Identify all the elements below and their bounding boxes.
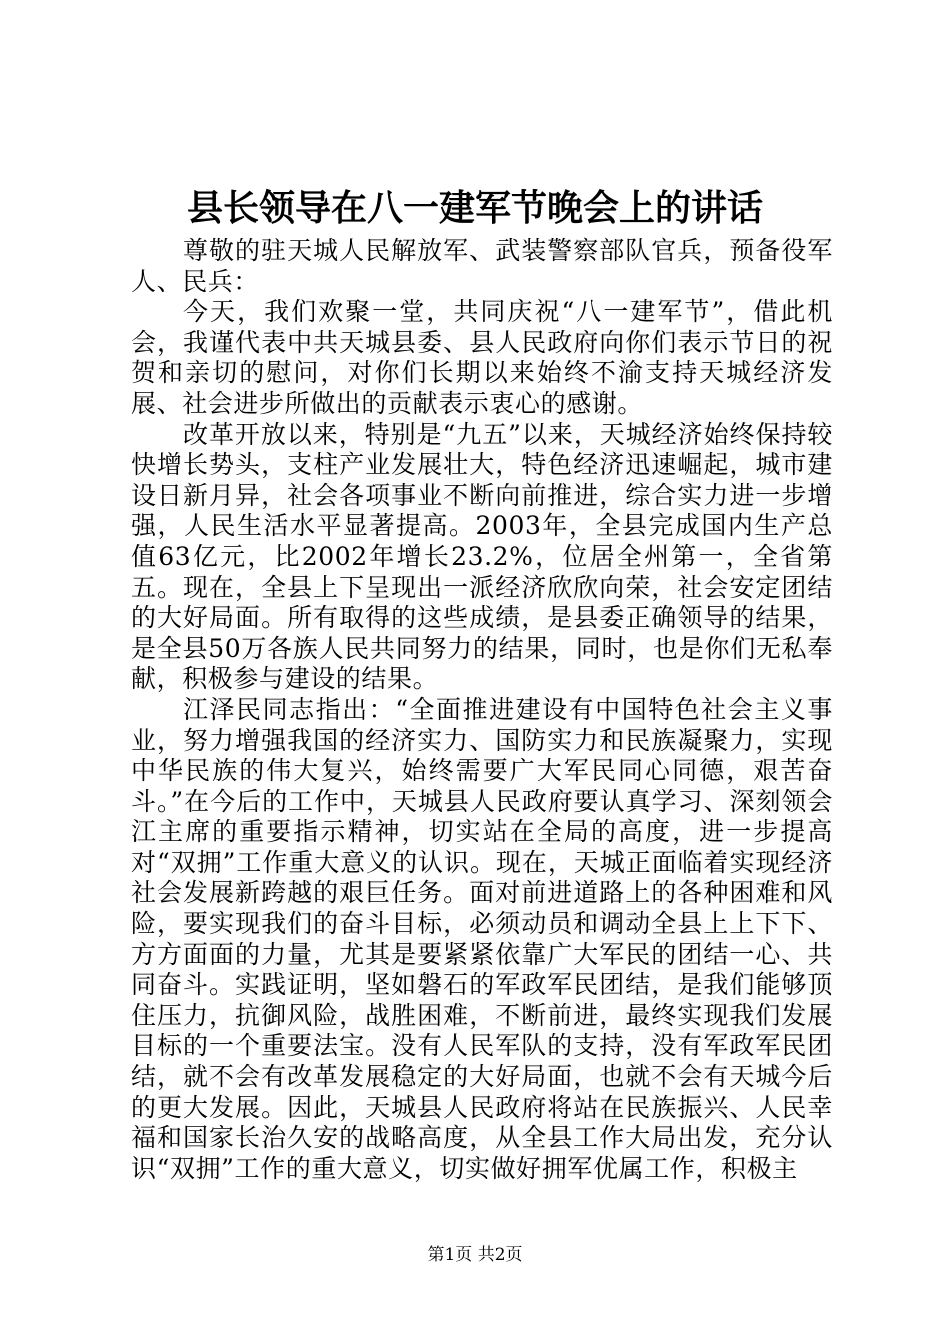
paragraph-achievements: 改革开放以来，特别是“九五”以来，天城经济始终保持较快增长势头，支柱产业发展壮大，特色经济迅速崛起，城市建设日新月异，社会各项事业不断向前推进，综合实力进一步增强，人民生活水平显著提高。2003年，全县完成国内生产总值63亿元，比2002年增长23.2%，位居全州第一，全省第五。现在，全县上下呈现出一派经济欣欣向荣，社会安定团结的大好局面。所有取得的这些成绩，是县委正确领导的结果，是全县50万各族人民共同努力的结果，同时，也是你们无私奉献，积极参与建设的结果。 [131, 419, 833, 694]
page-number-footer: 第1页 共2页 [427, 1245, 523, 1265]
paragraph-greeting: 今天，我们欢聚一堂，共同庆祝“八一建军节”，借此机会，我谨代表中共天城县委、县人民政府向你们表示节日的祝贺和亲切的慰问，对你们长期以来始终不渝支持天城经济发展、社会进步所做出的贡献表示衷心的感谢。 [131, 297, 833, 418]
document-body [131, 236, 833, 1184]
paragraph-salutation: 尊敬的驻天城人民解放军、武装警察部队官兵，预备役军人、民兵： [131, 236, 833, 296]
paragraph-instructions: 江泽民同志指出：“全面推进建设有中国特色社会主义事业，努力增强我国的经济实力、国防实力和民族凝聚力，实现中华民族的伟大复兴，始终需要广大军民同心同德，艰苦奋斗。”在今后的工作中，天城县人民政府要认真学习、深刻领会江主席的重要指示精神，切实站在全局的高度，进一步提高对“双拥”工作重大意义的认识。现在，天城正面临着实现经济社会发展新跨越的艰巨任务。面对前进道路上的各种困难和风险，要实现我们的奋斗目标，必须动员和调动全县上上下下、方方面面的力量，尤其是要紧紧依靠广大军民的团结一心、共同奋斗。实践证明，坚如磐石的军政军民团结，是我们能够顶住压力，抗御风险，战胜困难，不断前进，最终实现我们发展目标的一个重要法宝。没有人民军队的支持，没有军政军民团结，就不会有改革发展稳定的大好局面，也就不会有天城今后的更大发展。因此，天城县人民政府将站在民族振兴、人民幸福和国家长治久安的战略高度，从全县工作大局出发，充分认识“双拥”工作的重大意义，切实做好拥军优属工作，积极主 [131, 694, 833, 1183]
document-title: 县长领导在八一建军节晚会上的讲话 [186, 187, 763, 229]
